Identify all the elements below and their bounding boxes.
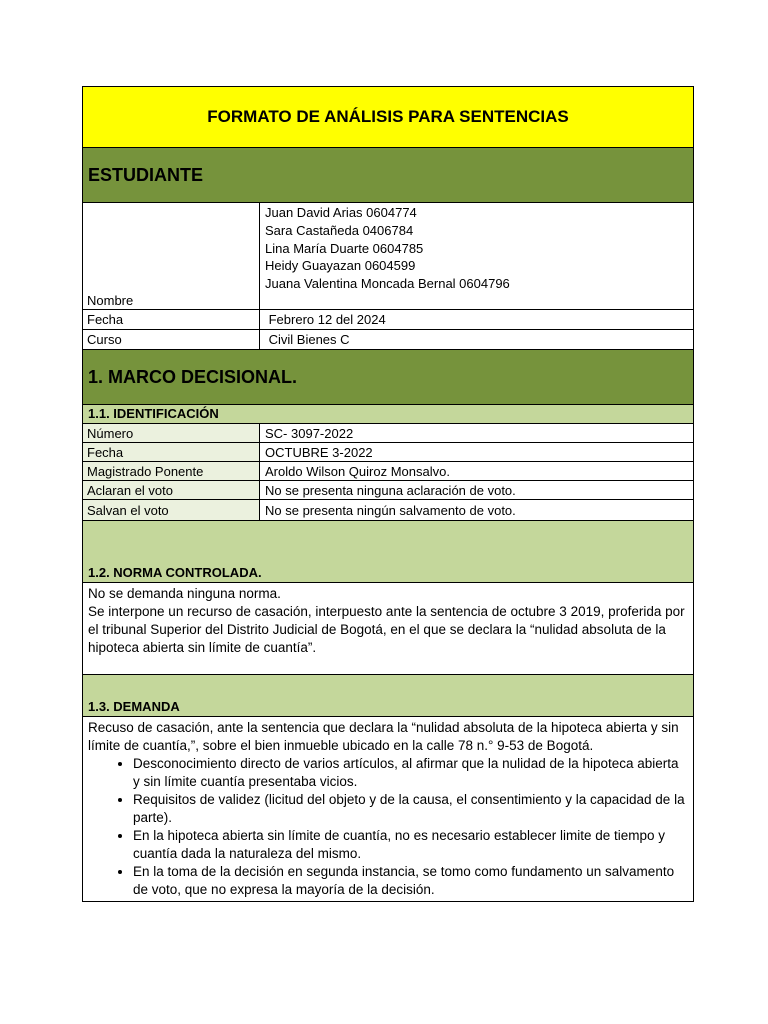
nombre-row [83,202,693,309]
section-estudiante-heading: ESTUDIANTE [83,147,693,202]
demanda-list [88,755,688,899]
list-item: • En la hipoteca abierta sin límite de cuantía, no es necesario establecer limite de tiempo y cuantía dada la naturaleza del mismo. [133,827,688,863]
demanda-content [83,716,693,901]
list-item: • En la toma de la decisión en segunda instancia, se tomo como fundamento un salvamento de voto, que no expresa la mayoría de la decisión. [133,863,688,899]
aclaran-row [83,480,693,499]
numero-value: SC- 3097-2022 [265,425,354,441]
student-name: Heidy Guayazan 0604599 [265,258,416,274]
fecha-sentencia-row [83,442,693,461]
magistrado-value: Aroldo Wilson Quiroz Monsalvo. [265,463,450,479]
magistrado-label: Magistrado Ponente [83,462,260,480]
list-item: • Desconocimiento directo de varios artículos, al afirmar que la nulidad de la hipoteca abierta y sin límite cuantía presentaba vicios. [133,755,688,791]
demanda-intro: Recuso de casación, ante la sentencia que declara la “nulidad absoluta de la hipoteca abierta y sin límite de cuantía,”, sobre el bien inmueble ubicado en la calle 78 n.° 9-53 de Bogotá. [88,720,679,753]
fecha-label: Fecha [83,310,260,329]
salvan-value: No se presenta ningún salvamento de voto. [265,502,516,518]
fecha-sentencia-value: OCTUBRE 3-2022 [265,444,373,460]
fecha-value: Febrero 12 del 2024 [265,312,386,327]
student-name: Juana Valentina Moncada Bernal 0604796 [265,276,510,292]
form-title: FORMATO DE ANÁLISIS PARA SENTENCIAS [83,87,693,147]
student-name: Juan David Arias 0604774 [265,205,417,220]
curso-value: Civil Bienes C [265,332,350,347]
section-marco-heading: 1. MARCO DECISIONAL. [83,349,693,404]
analysis-form [82,86,694,902]
norma-line: No se demanda ninguna norma. [88,586,281,601]
student-name: Sara Castañeda 0406784 [265,222,414,238]
norma-content [83,582,693,674]
norma-heading: 1.2. NORMA CONTROLADA. [83,520,693,582]
nombre-label: Nombre [83,203,260,309]
salvan-row [83,499,693,520]
fecha-row [83,309,693,329]
norma-paragraph: Se interpone un recurso de casación, interpuesto ante la sentencia de octubre 3 2019, proferida por el tribunal Superior del Distrito Judicial de Bogotá, en el que se declara la “nulidad absoluta de la hipoteca abierta sin límite de cuantía”. [88,604,685,655]
numero-row [83,423,693,442]
list-item: • Requisitos de validez (licitud del objeto y de la causa, el consentimiento y la capacidad de la parte). [133,791,688,827]
identificacion-heading: 1.1. IDENTIFICACIÓN [83,404,693,423]
student-names [260,203,693,309]
fecha-sentencia-label: Fecha [83,443,260,461]
magistrado-row [83,461,693,480]
student-name: Lina María Duarte 0604785 [265,240,424,256]
curso-label: Curso [83,330,260,349]
aclaran-value: No se presenta ninguna aclaración de voto. [265,482,516,498]
demanda-heading: 1.3. DEMANDA [83,674,693,716]
salvan-label: Salvan el voto [83,500,260,520]
aclaran-label: Aclaran el voto [83,481,260,499]
numero-label: Número [83,424,260,442]
curso-row [83,329,693,349]
